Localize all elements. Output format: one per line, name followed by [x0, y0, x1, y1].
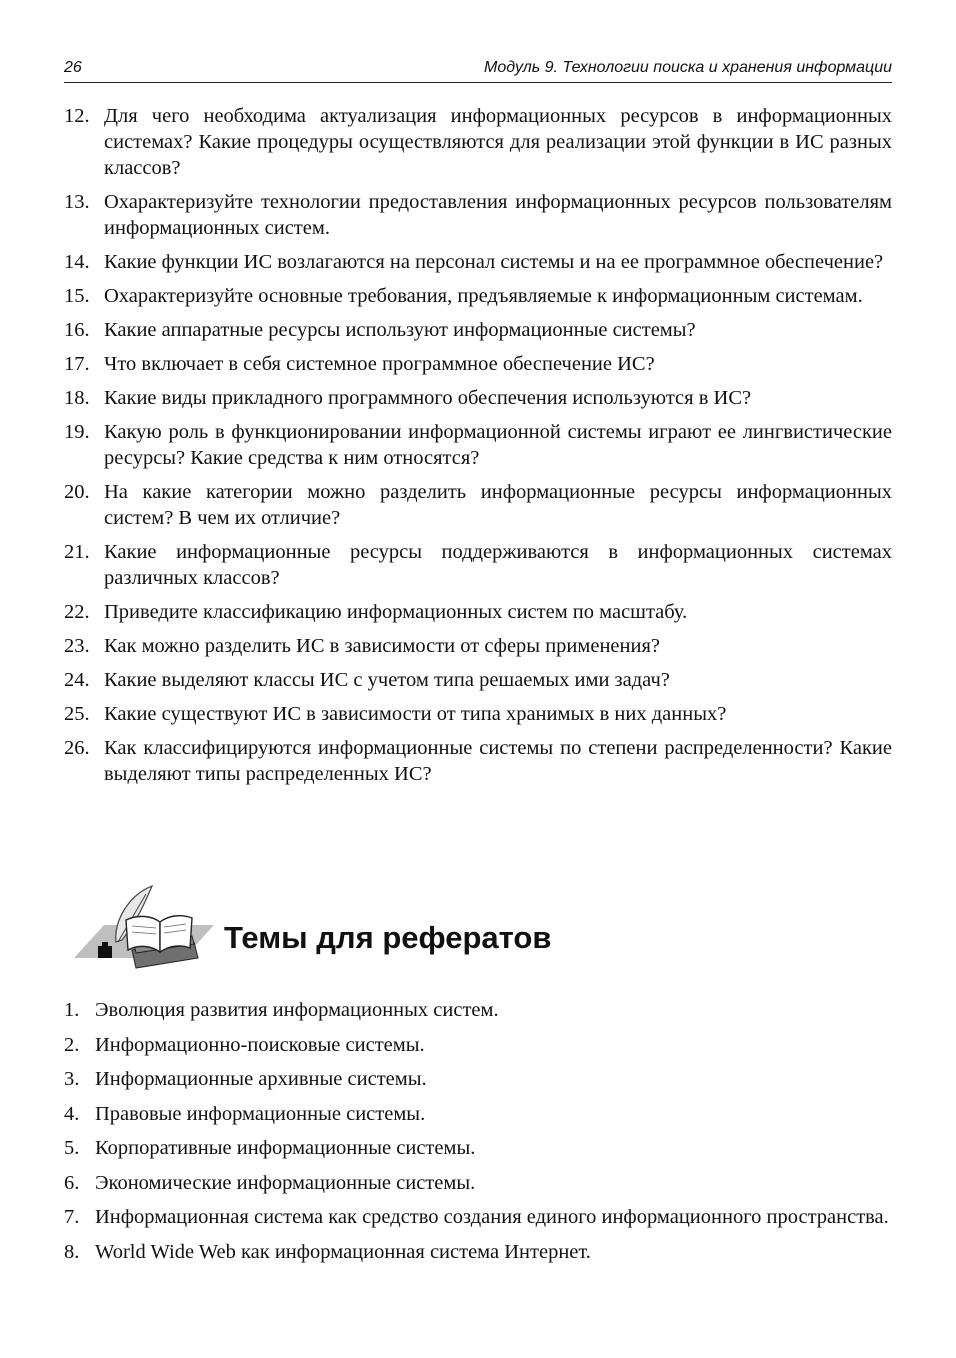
question-item-text: Приведите классификацию информационных систем по масштабу.: [104, 601, 688, 623]
question-item-number: 18.: [64, 387, 90, 409]
topic-item: [64, 997, 892, 1023]
topic-item-text: Эволюция развития информационных систем.: [95, 999, 499, 1021]
topic-item-text: Информационная система как средство создания единого информационного пространства.: [95, 1206, 889, 1228]
topic-item-number: 1.: [64, 999, 80, 1021]
question-item-number: 20.: [64, 481, 90, 503]
topic-item-number: 2.: [64, 1033, 80, 1056]
question-item: [64, 667, 892, 693]
topic-item: [64, 1135, 892, 1161]
book-quill-icon: [74, 880, 219, 980]
topic-item: [64, 1101, 892, 1127]
questions-list: [64, 103, 892, 795]
question-item-text: Для чего необходима актуализация информационных ресурсов в информационных системах? Какие процедуры осуществляются для реализации этой функции в ИС разных классов?: [104, 105, 892, 179]
question-item-text: Как можно разделить ИС в зависимости от сферы применения?: [104, 635, 661, 657]
question-item: [64, 249, 892, 275]
topic-item-text: Корпоративные информационные системы.: [95, 1137, 476, 1159]
running-title: Модуль 9. Технологии поиска и хранения информации: [484, 59, 892, 76]
question-item-number: 19.: [64, 421, 90, 443]
question-item: [64, 735, 892, 787]
topic-item-text: Правовые информационные системы.: [95, 1102, 426, 1125]
question-item-text: На какие категории можно разделить информационные ресурсы информационных систем? В чем их отличие?: [104, 481, 892, 529]
topic-item-text: World Wide Web как информационная система Интернет.: [95, 1240, 591, 1263]
question-item-number: 21.: [64, 541, 90, 563]
question-item: [64, 283, 892, 309]
topic-item-number: 3.: [64, 1068, 80, 1090]
question-item: [64, 419, 892, 471]
question-item: [64, 599, 892, 625]
topic-item: [64, 1032, 892, 1058]
topic-item-number: 5.: [64, 1137, 80, 1159]
topic-item-text: Информационные архивные системы.: [95, 1068, 427, 1090]
topics-list: [64, 997, 892, 1273]
question-item-text: Какую роль в функционировании информационной системы играют ее лингвистические ресурсы? Какие средства к ним относятся?: [104, 421, 892, 469]
question-item-text: Какие функции ИС возлагаются на персонал системы и на ее программное обеспечение?: [104, 251, 884, 273]
question-item-text: Охарактеризуйте технологии предоставления информационных ресурсов пользователям информационных систем.: [104, 191, 892, 239]
question-item-number: 15.: [64, 285, 90, 307]
section-title: Темы для рефератов: [224, 920, 552, 955]
question-item-text: Какие аппаратные ресурсы используют информационные системы?: [104, 319, 696, 341]
question-item: [64, 701, 892, 727]
topic-item: [64, 1170, 892, 1196]
question-item-text: Как классифицируются информационные системы по степени распределенности? Какие выделяют типы распределенных ИС?: [104, 737, 892, 785]
topic-item-text: Экономические информационные системы.: [95, 1171, 476, 1194]
question-item-number: 26.: [64, 737, 90, 759]
question-item-text: Что включает в себя системное программное обеспечение ИС?: [104, 353, 655, 375]
topic-item: [64, 1204, 892, 1230]
topic-item-number: 8.: [64, 1240, 80, 1263]
question-item-text: Охарактеризуйте основные требования, предъявляемые к информационным системам.: [104, 285, 863, 307]
question-item: [64, 539, 892, 591]
question-item-number: 13.: [64, 191, 90, 213]
question-item-text: Какие выделяют классы ИС с учетом типа решаемых ими задач?: [104, 669, 670, 691]
question-item: [64, 317, 892, 343]
question-item-number: 24.: [64, 669, 90, 691]
question-item-number: 16.: [64, 319, 90, 341]
section-heading: [74, 880, 674, 980]
question-item: [64, 633, 892, 659]
question-item-number: 25.: [64, 703, 90, 725]
topic-item-number: 4.: [64, 1102, 80, 1125]
question-item-text: Какие существуют ИС в зависимости от типа хранимых в них данных?: [104, 703, 727, 725]
question-item-number: 23.: [64, 635, 90, 657]
topic-item-number: 7.: [64, 1206, 80, 1228]
question-item-number: 14.: [64, 251, 90, 273]
question-item: [64, 479, 892, 531]
question-item-number: 22.: [64, 601, 90, 623]
question-item: [64, 351, 892, 377]
topic-item: [64, 1066, 892, 1092]
topic-item-text: Информационно-поисковые системы.: [95, 1033, 425, 1056]
page-header: [64, 56, 892, 83]
question-item-number: 17.: [64, 353, 90, 375]
page-number: 26: [64, 59, 82, 76]
question-item: [64, 385, 892, 411]
topic-item: [64, 1239, 892, 1265]
question-item-text: Какие информационные ресурсы поддерживаются в информационных системах различных классов?: [104, 541, 892, 589]
question-item: [64, 103, 892, 181]
topic-item-number: 6.: [64, 1171, 80, 1194]
question-item-text: Какие виды прикладного программного обеспечения используются в ИС?: [104, 387, 752, 409]
question-item-number: 12.: [64, 105, 90, 127]
question-item: [64, 189, 892, 241]
